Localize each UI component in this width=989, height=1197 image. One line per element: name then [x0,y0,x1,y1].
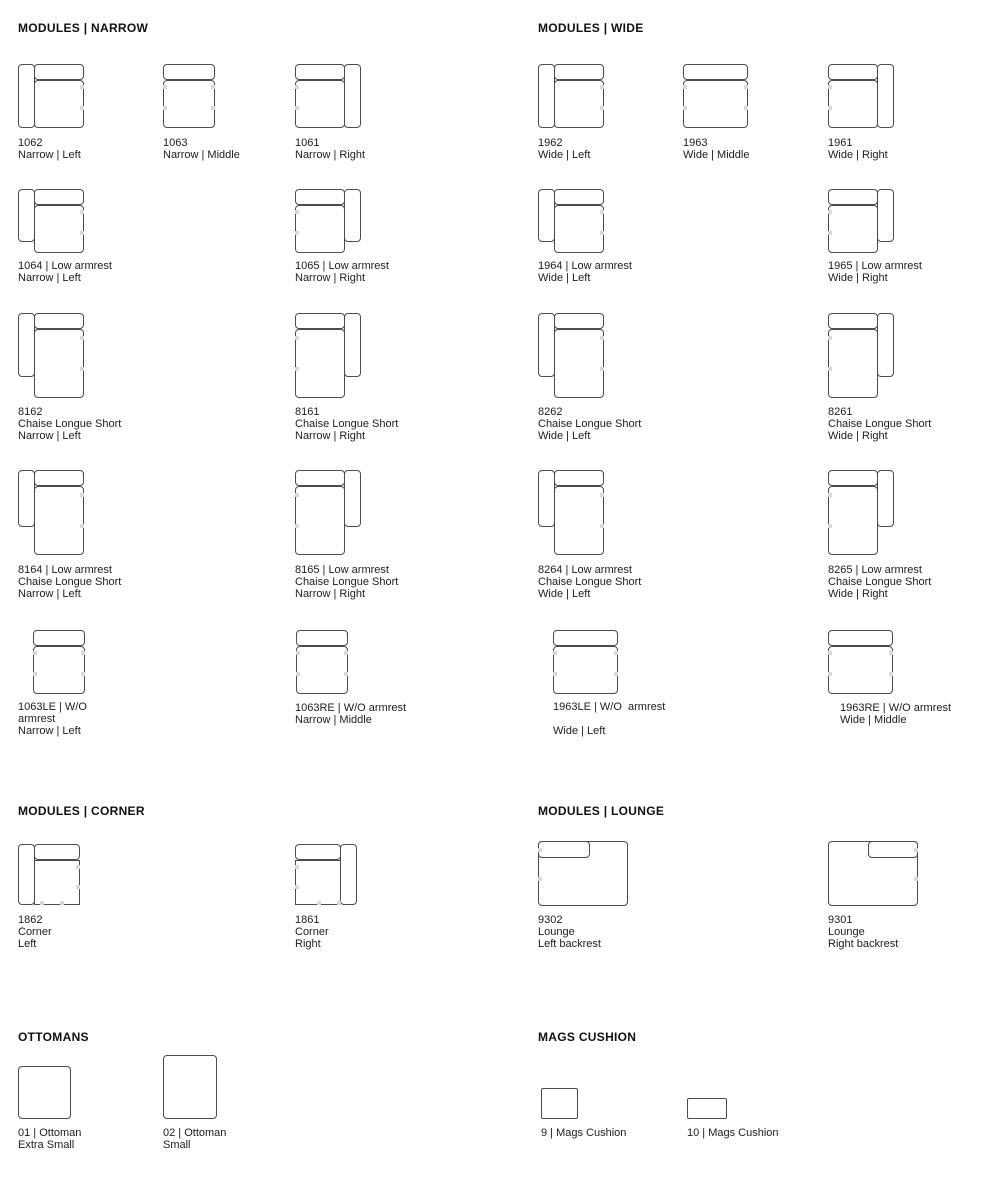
label-line: 01 | Ottoman [18,1127,82,1139]
mags-cushion-title: MAGS CUSHION [538,1030,637,1044]
label-line: Wide | Right [828,430,888,442]
label-line: armrest [18,713,56,725]
label-line: 8264 | Low armrest [538,564,632,576]
label-line: Chaise Longue Short [18,418,122,430]
label-line: Narrow | Right [295,588,366,600]
label-line: Narrow | Right [295,272,366,284]
label-line: 1062 [18,137,43,149]
label-line: 8164 | Low armrest [18,564,112,576]
modules-narrow-title: MODULES | NARROW [18,21,149,35]
label-line: 02 | Ottoman [163,1127,227,1139]
label-line: Chaise Longue Short [18,576,122,588]
label-line: 1063RE | W/O armrest [295,702,407,714]
modules-wide-title: MODULES | WIDE [538,21,644,35]
label-line: Narrow | Left [18,272,81,284]
label-line: Wide | Middle [840,714,907,726]
label-line: Wide | Right [828,588,888,600]
label-line: Chaise Longue Short [538,418,642,430]
label-line: Left backrest [538,938,601,950]
label-line: 8162 [18,406,43,418]
label-line: 1965 | Low armrest [828,260,922,272]
label-line: Narrow | Left [18,588,81,600]
label-line: Corner [18,926,52,938]
label-line: 1065 | Low armrest [295,260,389,272]
label-line: Wide | Left [538,588,591,600]
label-line: 1963 [683,137,708,149]
label-line: 1961 [828,137,853,149]
label-line: 10 | Mags Cushion [687,1127,779,1139]
label-line: Narrow | Middle [163,149,240,161]
label-line: Right [295,938,321,950]
label-line: Chaise Longue Short [828,576,932,588]
label-line: 1962 [538,137,563,149]
module-10-label [687,1127,779,1139]
label-line: 9302 [538,914,563,926]
label-line: Wide | Middle [683,149,750,161]
label-line: Wide | Left [553,725,606,737]
label-line: Wide | Right [828,149,888,161]
label-line: Lounge [538,926,575,938]
label-line: Left [18,938,37,950]
label-line: 1862 [18,914,43,926]
label-line: 8165 | Low armrest [295,564,389,576]
module-10-diagram [687,1098,727,1119]
label-line: Wide | Left [538,430,591,442]
outline-part [541,1088,578,1119]
label-line: Chaise Longue Short [295,576,399,588]
label-line: Narrow | Left [18,430,81,442]
label-line: 8161 [295,406,320,418]
label-line: 8265 | Low armrest [828,564,922,576]
outline-part [687,1098,727,1119]
label-line: 8261 [828,406,853,418]
label-line: Wide | Left [538,149,591,161]
label-line: 1963RE | W/O armrest [840,702,952,714]
label-line: Extra Small [18,1139,75,1151]
label-line: Corner [295,926,329,938]
label-line: 1063 [163,137,188,149]
label-line: 1964 | Low armrest [538,260,632,272]
label-line: 8262 [538,406,563,418]
module-9-diagram [541,1088,578,1119]
label-line: Narrow | Left [18,725,81,737]
modules-corner-title: MODULES | CORNER [18,804,145,818]
label-line: Right backrest [828,938,899,950]
modules-lounge-title: MODULES | LOUNGE [538,804,665,818]
label-line: 1063LE | W/O [18,701,87,713]
label-line: Narrow | Left [18,149,81,161]
label-line: 1061 [295,137,320,149]
ottomans-title: OTTOMANS [18,1030,89,1044]
label-line: Narrow | Middle [295,714,372,726]
label-line: Narrow | Right [295,149,366,161]
label-line: 1064 | Low armrest [18,260,112,272]
label-line: Chaise Longue Short [828,418,932,430]
label-line: Lounge [828,926,865,938]
label-line: Wide | Left [538,272,591,284]
label-line: Chaise Longue Short [538,576,642,588]
label-line: Narrow | Right [295,430,366,442]
label-line: 1963LE | W/O armrest [553,701,666,713]
module-9-label [541,1127,626,1139]
label-line: 9301 [828,914,853,926]
label-line: Chaise Longue Short [295,418,399,430]
label-line: Wide | Right [828,272,888,284]
label-line: 1861 [295,914,320,926]
label-line: 9 | Mags Cushion [541,1127,627,1139]
label-line: Small [163,1139,191,1151]
